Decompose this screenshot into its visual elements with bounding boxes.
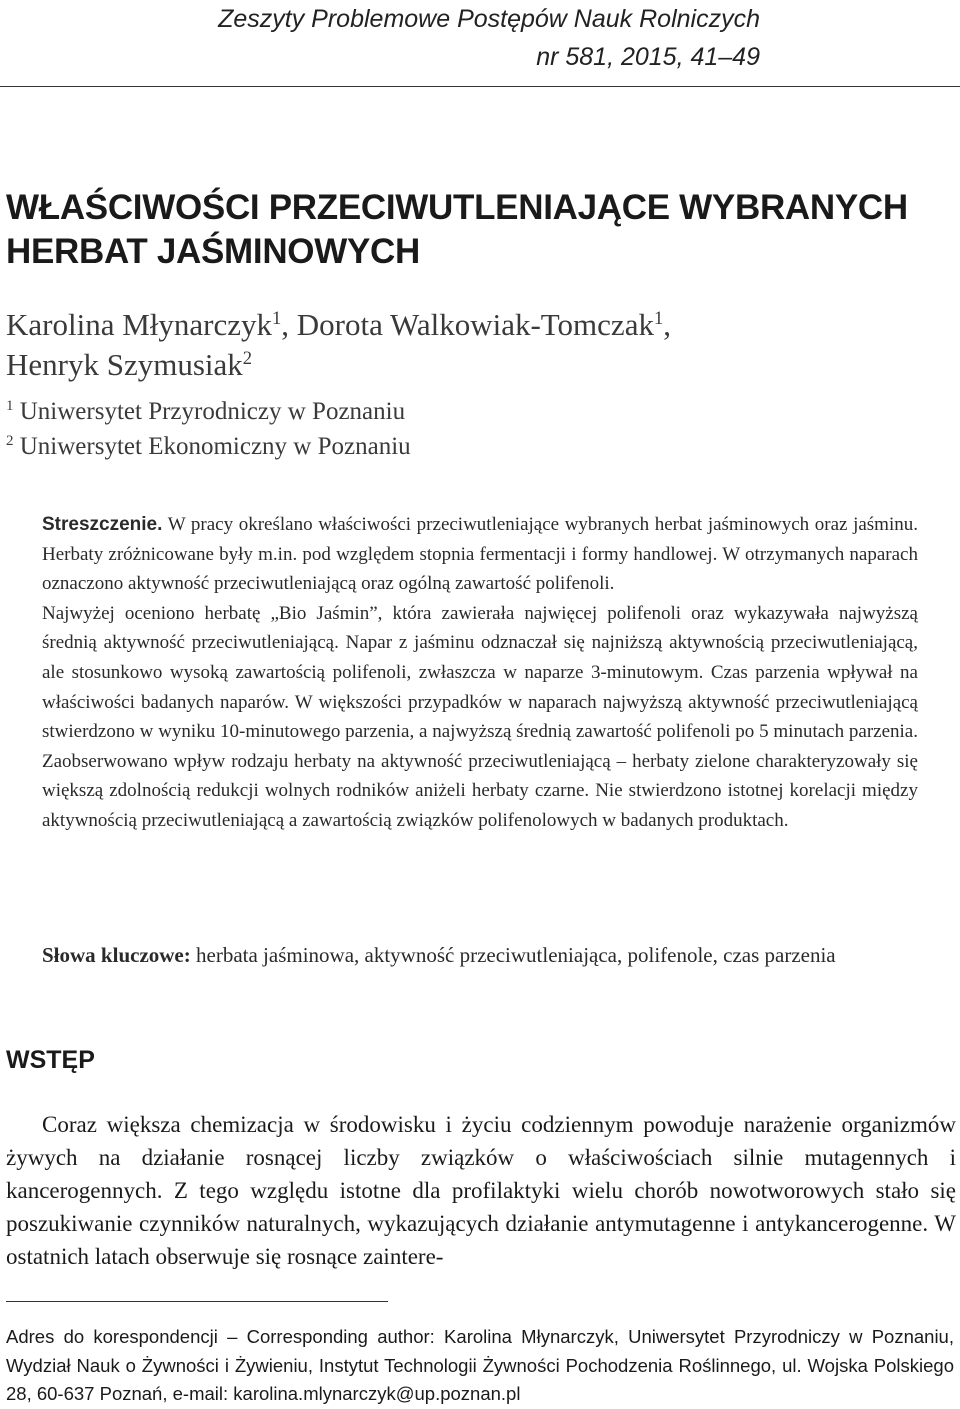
abstract-label: Streszczenie. bbox=[42, 514, 163, 535]
abstract-paragraph-1 bbox=[42, 510, 918, 599]
affiliation-item bbox=[6, 429, 411, 464]
author-separator: , bbox=[281, 307, 297, 342]
journal-issue: nr 581, 2015, 41–49 bbox=[536, 43, 760, 71]
affiliation-name: Uniwersytet Przyrodniczy w Poznaniu bbox=[19, 398, 406, 425]
journal-name: Zeszyty Problemowe Postępów Nauk Rolniczych bbox=[218, 5, 760, 33]
keywords-text: herbata jaśminowa, aktywność przeciwutleniająca, polifenole, czas parzenia bbox=[196, 943, 836, 967]
authors-line-2 bbox=[6, 345, 671, 385]
affiliation-list bbox=[6, 394, 411, 464]
authors-line-1 bbox=[6, 305, 671, 345]
keywords bbox=[42, 940, 918, 970]
abstract-text: W pracy określano właściwości przeciwutleniające wybranych herbat jaśminowych oraz jaśminu. Herbaty zróżnicowane były m.in. pod względem stopnia fermentacji i formy handlowej. W otrzymanych naparach oznaczono aktywność przeciwutleniającą oraz ogólną zawartość polifenoli. bbox=[42, 514, 918, 595]
article-title bbox=[6, 186, 936, 274]
section-heading: WSTĘP bbox=[6, 1046, 95, 1074]
author-separator: , bbox=[663, 307, 671, 342]
title-line-2: HERBAT JAŚMINOWYCH bbox=[6, 232, 420, 271]
body-paragraph: Coraz większa chemizacja w środowisku i życiu codziennym powoduje narażenie organizmów żywych na działanie rosnącej liczby związków o właściwościach silnie mutagennych i kancerogennych. Z tego względu istotne dla profilaktyki wielu chorób nowotworowych stało się poszukiwanie czynników naturalnych, wykazujących działanie antymutagenne i antykancerogenne. W ostatnich latach obserwuje się rosnące zaintere- bbox=[6, 1112, 956, 1269]
author-affiliation-mark: 1 bbox=[653, 307, 664, 329]
header-divider bbox=[0, 86, 960, 87]
affiliation-name: Uniwersytet Ekonomiczny w Poznaniu bbox=[19, 433, 411, 460]
author-list bbox=[6, 305, 671, 385]
title-line-1: WŁAŚCIWOŚCI PRZECIWUTLENIAJĄCE WYBRANYCH bbox=[6, 188, 908, 227]
author-name: Dorota Walkowiak-Tomczak bbox=[296, 307, 654, 342]
abstract bbox=[42, 510, 918, 836]
footnote-divider bbox=[6, 1301, 388, 1302]
author-name: Karolina Młynarczyk bbox=[6, 307, 272, 342]
correspondence-footnote: Adres do korespondencji – Corresponding author: Karolina Młynarczyk, Uniwersytet Przyrodniczy w Poznaniu, Wydział Nauk o Żywności i Żywieniu, Instytut Technologii Żywności Pochodzenia Roślinnego, ul. Wojska Polskiego 28, 60-637 Poznań, e-mail: karolina.mlynarczyk@up.poznan.pl bbox=[6, 1326, 954, 1404]
abstract-paragraph-2: Najwyżej oceniono herbatę „Bio Jaśmin”, która zawierała najwięcej polifenoli oraz wykazywała najwyższą średnią aktywność przeciwutleniającą. Napar z jaśminu odznaczał się najniższą aktywnością przeciwutleniającą, ale stosunkowo wysoką zawartością polifenoli, zwłaszcza w naparze 3-minutowym. Czas parzenia wpływał na właściwości badanych naparów. W większości przypadków w naparach najwyższą aktywność przeciwutleniającą stwierdzono w wyniku 10-minutowego parzenia, a najwyższą średnią zawartość polifenoli po 5 minutach parzenia. Zaobserwowano wpływ rodzaju herbaty na aktywność przeciwutleniającą – herbaty zielone charakteryzowały się większą zdolnością redukcji wolnych rodników aniżeli herbaty czarne. Nie stwierdzono istotnej korelacji między aktywnością przeciwutleniającą a zawartością związków polifenolowych w badanych produktach. bbox=[42, 602, 918, 831]
affiliation-item bbox=[6, 394, 411, 429]
running-header bbox=[218, 0, 760, 76]
author-name: Henryk Szymusiak bbox=[6, 347, 243, 382]
author-affiliation-mark: 2 bbox=[242, 347, 253, 369]
author-affiliation-mark: 1 bbox=[271, 307, 282, 329]
affiliation-number: 1 bbox=[6, 398, 14, 414]
keywords-label: Słowa kluczowe: bbox=[42, 943, 191, 967]
affiliation-number: 2 bbox=[6, 433, 14, 449]
